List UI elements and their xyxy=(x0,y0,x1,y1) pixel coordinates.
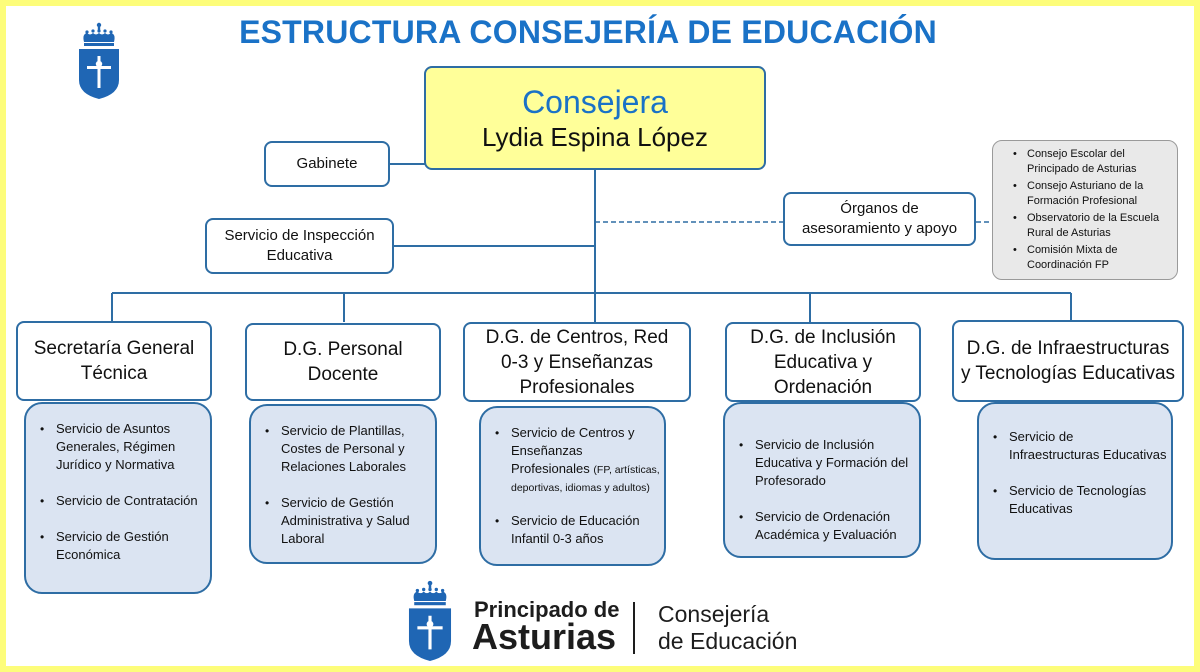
department-box-personal-docente xyxy=(245,323,441,401)
service-item: • Servicio de Plantillas, Costes de Personal y Relaciones Laborales xyxy=(281,422,431,476)
organos-list-box xyxy=(992,140,1178,280)
service-item: • Servicio de Tecnologías Educativas xyxy=(1009,482,1167,518)
department-box-inclusion xyxy=(725,322,921,402)
organos-list-item: • Comisión Mixta de Coordinación FP xyxy=(1027,243,1173,273)
service-item: • Servicio de Infraestructuras Educativas xyxy=(1009,428,1167,464)
department-box-centros xyxy=(463,322,691,402)
service-box-personal-docente xyxy=(249,404,437,564)
footer-consejeria-label: Consejería xyxy=(658,601,770,627)
service-item: • Servicio de Inclusión Educativa y Formación del Profesorado xyxy=(755,436,915,490)
service-box-secretaria xyxy=(24,402,212,594)
gabinete-box xyxy=(264,141,390,187)
consejera-box xyxy=(424,66,766,170)
organos-label: Órganos de asesoramiento y apoyo xyxy=(801,200,958,237)
service-box-infraestructuras xyxy=(977,402,1173,560)
service-item: • Servicio de Gestión Administrativa y Salud Laboral xyxy=(281,494,431,548)
footer-shield-icon xyxy=(404,580,456,662)
organos-list-item: • Consejo Escolar del Principado de Asturias xyxy=(1027,147,1173,177)
footer-divider xyxy=(633,602,635,654)
gabinete-label: Gabinete xyxy=(296,155,358,172)
service-item: • Servicio de Educación Infantil 0-3 años xyxy=(511,512,660,548)
main-title: ESTRUCTURA CONSEJERÍA DE EDUCACIÓN xyxy=(239,14,937,50)
department-title: D.G. de Inclusión Educativa y Ordenación xyxy=(750,326,896,398)
service-item: • Servicio de Contratación xyxy=(56,492,206,510)
consejera-name: Lydia Espina López xyxy=(482,122,708,152)
inspeccion-box xyxy=(205,218,394,274)
department-title: Secretaría General Técnica xyxy=(33,338,195,384)
footer-asturias-label: Asturias xyxy=(472,616,617,657)
department-title: D.G. de Infraestructuras y Tecnologías Educativas xyxy=(960,338,1176,384)
department-box-infraestructuras xyxy=(952,320,1184,402)
organos-box xyxy=(783,192,976,246)
service-box-inclusion xyxy=(723,402,921,558)
service-item: • Servicio de Ordenación Académica y Evaluación xyxy=(755,508,915,544)
inspeccion-label: Servicio de Inspección Educativa xyxy=(224,227,375,264)
service-item xyxy=(511,424,660,496)
department-title: D.G. Personal Docente xyxy=(283,339,403,385)
service-item-note: (FP, artísticas, deportivas, idiomas y adultos) xyxy=(511,464,660,494)
organos-list-item: • Observatorio de la Escuela Rural de Asturias xyxy=(1027,211,1173,241)
department-box-secretaria xyxy=(16,321,212,401)
footer-educacion-label: de Educación xyxy=(658,628,798,654)
consejera-title: Consejera xyxy=(522,84,668,120)
organos-list-item: • Consejo Asturiano de la Formación Profesional xyxy=(1027,179,1173,209)
service-box-centros xyxy=(479,406,666,566)
footer-logo xyxy=(404,580,824,662)
service-item: • Servicio de Gestión Económica xyxy=(56,528,206,564)
footer-principado-label: Principado de xyxy=(474,597,620,622)
service-item-text: Servicio de Centros y Enseñanzas Profesionales xyxy=(511,425,635,476)
service-item: • Servicio de Asuntos Generales, Régimen Jurídico y Normativa xyxy=(56,420,206,474)
department-title: D.G. de Centros, Red 0-3 y Enseñanzas Profesionales xyxy=(485,326,669,398)
